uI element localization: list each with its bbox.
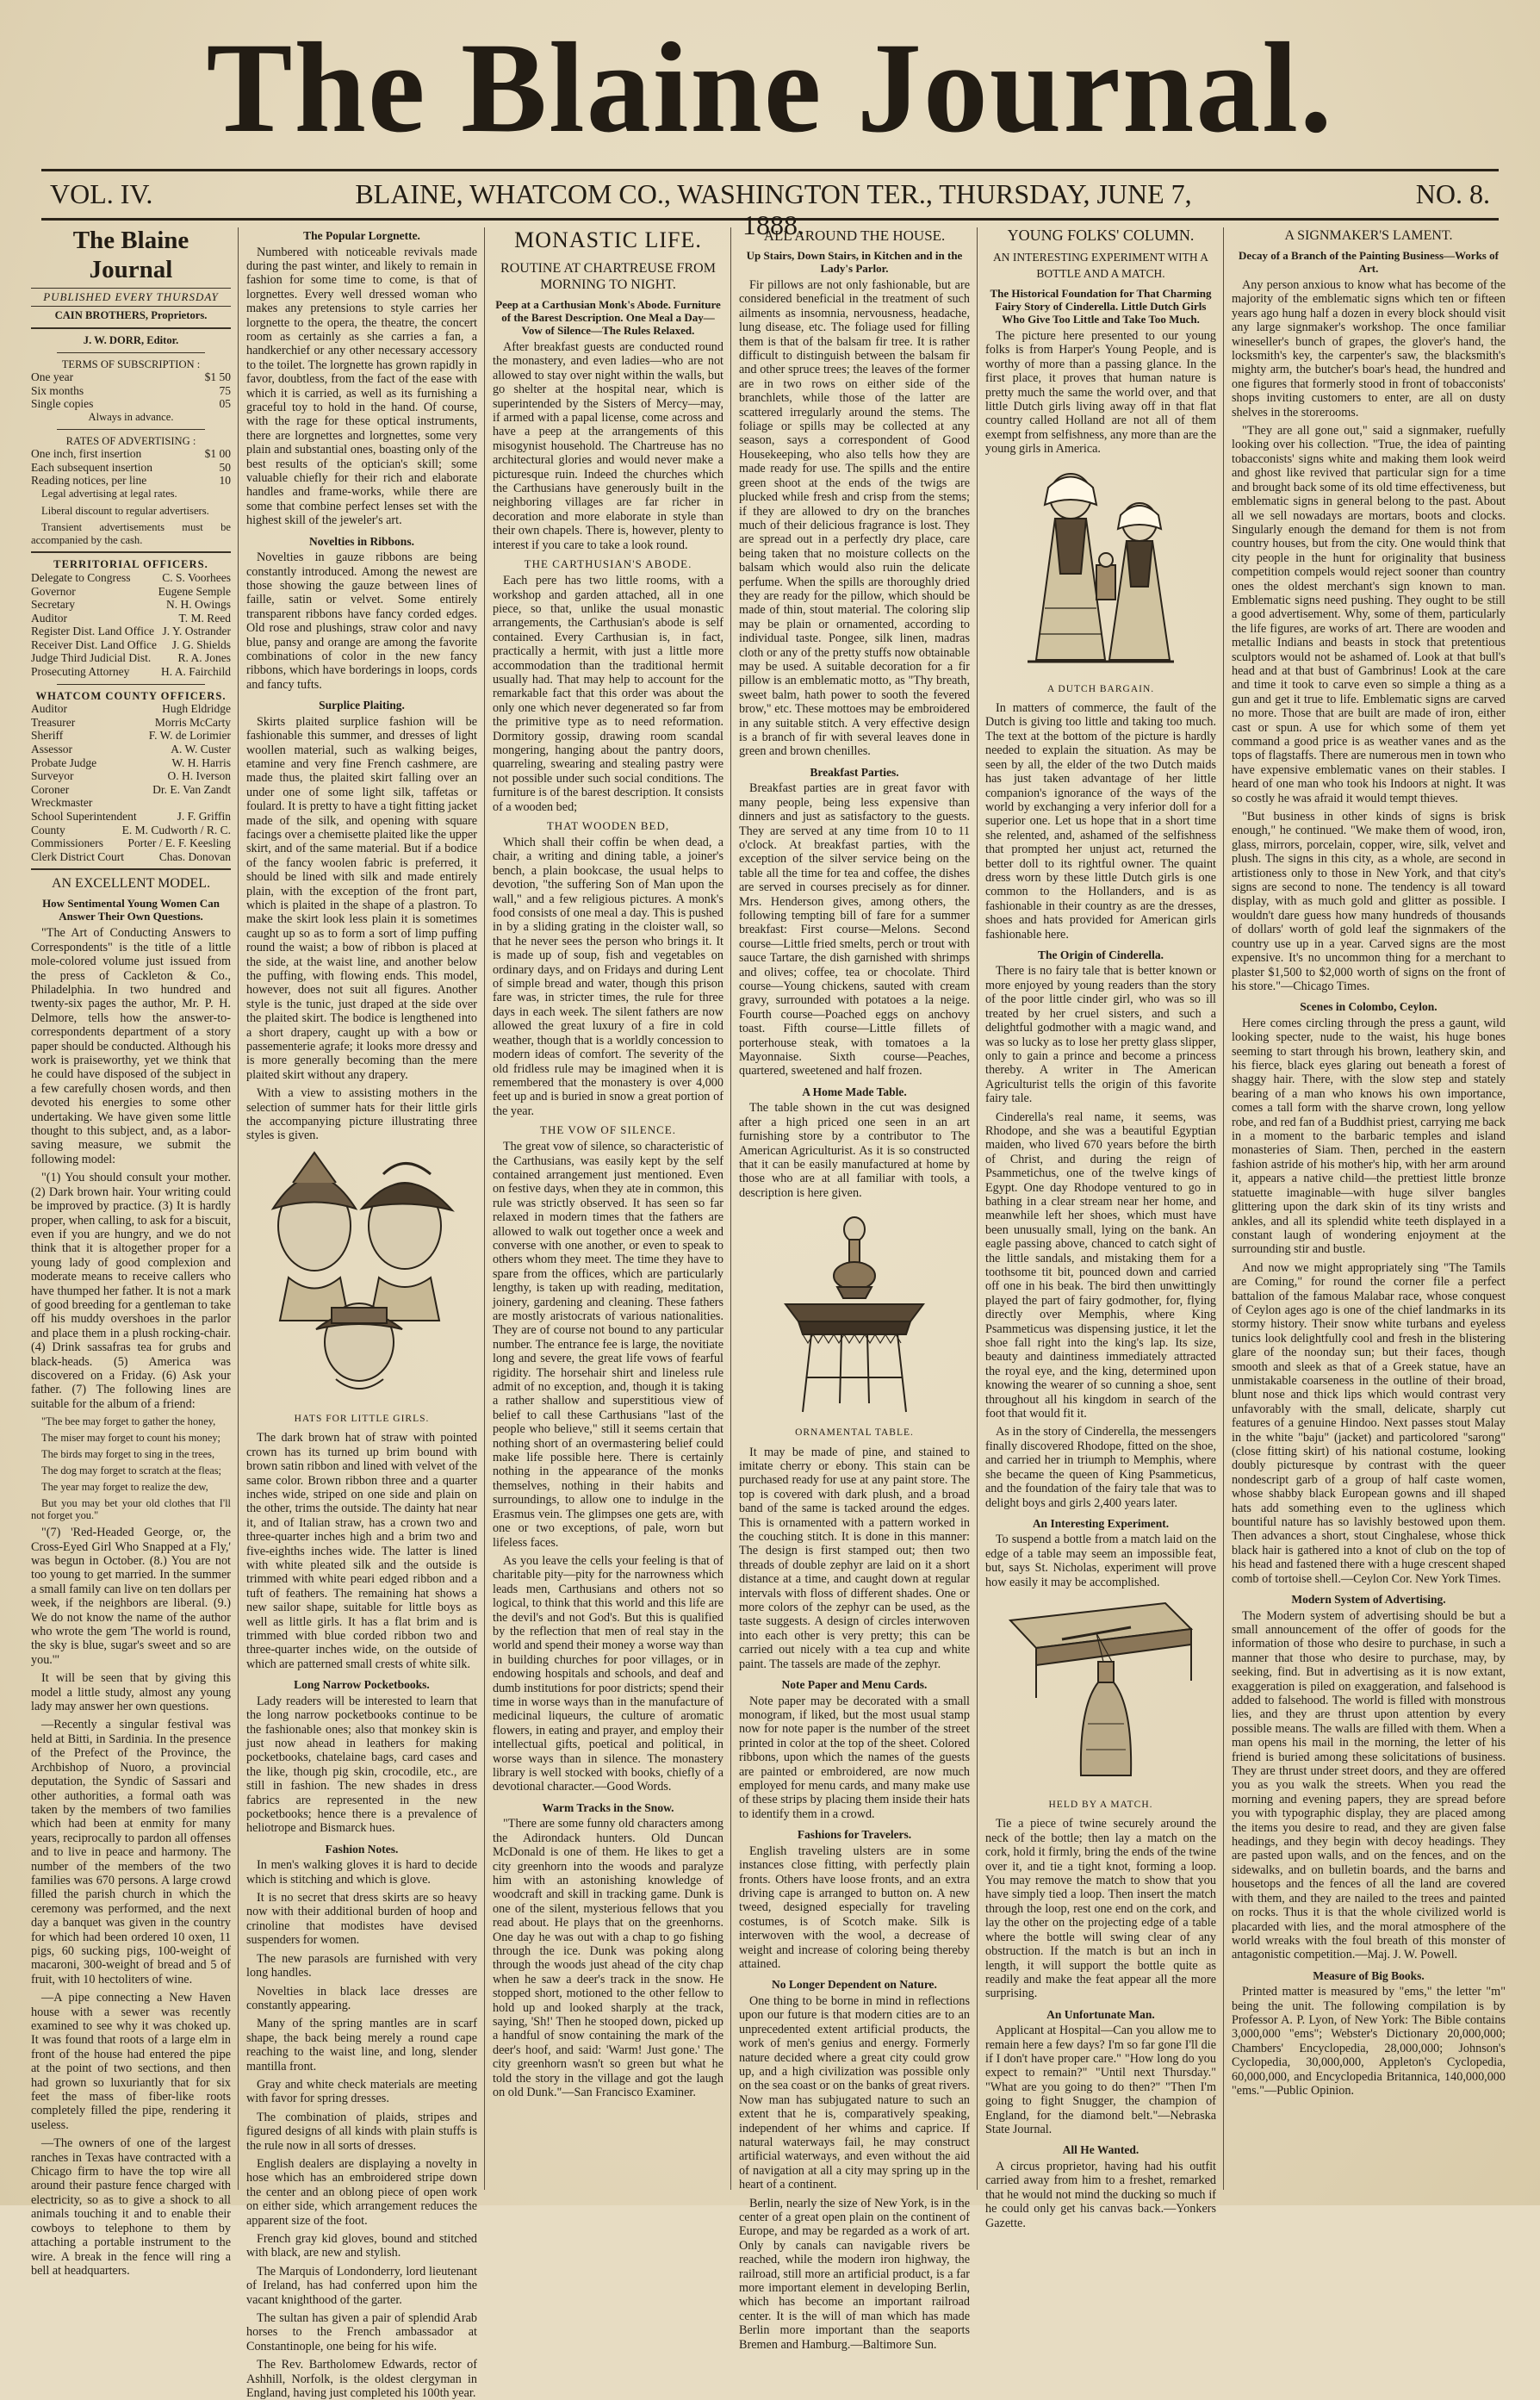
officer-row: [31, 810, 231, 824]
rates-heading: RATES OF ADVERTISING :: [65, 434, 196, 447]
verse-line: The year may forget to realize the dew,: [41, 1481, 208, 1494]
fashion-note: Novelties in black lace dresses are constantly appearing.: [246, 1984, 477, 2012]
officer-row-label: County Commissioners: [31, 823, 104, 850]
article-heading: AN INTERESTING EXPERIMENT WITH A BOTTLE AND A MATCH.: [993, 251, 1208, 280]
section-heading: THAT WOODEN BED,: [546, 819, 670, 832]
officer-row: [31, 824, 231, 850]
fashion-note: The new parasols are furnished with very long handles.: [246, 1951, 477, 1980]
fashion-note: The Rev. Bartholomew Edwards, rector of Ashhill, Norfolk, is the oldest clergyman in England, having just completed his 100th year.: [246, 2358, 477, 2400]
article-heading: AN EXCELLENT MODEL.: [51, 876, 211, 892]
table-illustration: [739, 1205, 970, 1421]
rate-row-label: Each subsequent insertion: [31, 460, 152, 474]
columns-area: [31, 222, 1509, 2400]
officer-row: [31, 756, 231, 770]
figure-caption: A DUTCH BARGAIN.: [1046, 683, 1155, 694]
article-heading: Scenes in Colombo, Ceylon.: [1300, 1000, 1438, 1014]
officer-row: [31, 651, 231, 665]
article-paragraph: One thing to be borne in mind in reflections upon our future is that modern cities are to an unprecedented extent artificial products, the work of men's genius and energy. Formerly nature decided where a great city could grow up, and a high civilization was possible only on the sea coast or on the banks of great rivers. Now man has subjugated nature to such an extent that he is, comparatively speaking, independent of her whims and caprice. If natural waterways fail, he may construct artificial waterways, and even without the aid of navigation at all a city may spring up in the heart of a continent.: [739, 1993, 970, 2192]
officer-row-label: Wreckmaster: [31, 796, 93, 810]
article-paragraph: "The Art of Conducting Answers to Correspondents" is the title of a little mole-colored volume just issued from the press of Cackleton & Co., Philadelphia. In two hundred and twenty-six pages the author, Mr. P. H. Delmore, tells how the answer-to-correspondents department of a story paper should be conducted. Although his work is praiseworthy, yet we think that he could have disposed of the subject in a few carefully chosen words, and then devoted his energies to some other undertaking. We have given some little thought to this subject, and, as a labor-saving measure, we submit the following model:: [31, 926, 231, 1166]
volume-label: VOL. IV.: [50, 178, 153, 209]
subscription-row: [31, 370, 231, 384]
article-paragraph: Each pere has two little rooms, with a workshop and garden attached, all in one piece, so that, unlike the usual monastic arrangements, the Carthusian's abode is self contained. Every Carthusian is, in fact, practically a hermit, with just a little more accommodation than the traditional hermit usually had. That may help to account for the remarkable fact that this order was about the only one which never degenerated so far from the primitive type as to need reformation. Dormitory gossip, drawing room scandal mongering, hanging about the pantry doors, quarreling, swearing and stealing pastry were not possible under such social conditions. The furniture is of the barest description. It consists of a wooden bed;: [493, 574, 723, 814]
fashion-note: French gray kid gloves, bound and stitched with black, are new and stylish.: [246, 2232, 477, 2260]
fashion-note: In men's walking gloves it is hard to decide which is stitching and which is glove.: [246, 1858, 477, 1887]
article-title: MONASTIC LIFE.: [514, 227, 702, 252]
officer-row: [31, 612, 231, 625]
column-4: [739, 222, 970, 2352]
officer-row-value: Morris McCarty: [154, 715, 231, 729]
officer-row-label: Governor: [31, 584, 76, 598]
section-heading: THE CARTHUSIAN'S ABODE.: [524, 557, 692, 571]
officer-row-label: Delegate to Congress: [31, 570, 131, 584]
article-subheading: How Sentimental Young Women Can Answer Their Own Questions.: [42, 897, 220, 923]
hats-illustration: [246, 1148, 477, 1407]
column-rule: [484, 227, 485, 2190]
article-heading: An Unfortunate Man.: [1046, 2007, 1155, 2021]
published-line: PUBLISHED EVERY THURSDAY: [31, 288, 231, 307]
officer-row: [31, 638, 231, 652]
fashion-note: The Marquis of Londonderry, lord lieutenant of Ireland, has had conferred upon him the vacant knighthood of the garter.: [246, 2264, 477, 2307]
officer-row-label: Secretary: [31, 598, 75, 612]
figure-caption: HELD BY A MATCH.: [1048, 1800, 1153, 1811]
article-heading: A Home Made Table.: [802, 1085, 907, 1098]
article-paragraph: Printed matter is measured by "ems," the letter "m" being the unit. The following compilation is by Professor A. P. Lyon, of New York: The Bible contains 3,000,000 "ems"; Webster's Dictionary 20,000,000; Chambers' Encyclopedia, 28,000,000; Johnson's Cyclopedia, 30,000,000, Appleton's Cyclopedia, 60,000,000, and Encyclopedia Britannica, 140,000,000 "ems."—Public Opinion.: [1232, 1985, 1506, 2098]
article-paragraph: Note paper may be decorated with a small monogram, if liked, but the most usual stamp now for note paper is the number of the street printed in color at the top of the sheet. Colored ribbons, upon which the names of the guests are painted or embroidered, are now much employed for menu cards, and many make use of these strips by placing them inside their hats to identify them in a crowd.: [739, 1694, 970, 1821]
article-paragraph: Tie a piece of twine securely around the neck of the bottle; then lay a match on the cork, hold it firmly, bring the ends of the twine over it, and tie a tight knot, forming a loop. You may remove the match to show that you have simply tied a loop. Then insert the match through the loop, rest one end on the cork, and lay the other on the projecting edge of a table where the bottle will swing clear of any obstruction. If the match is but an inch in length, it will support the bottle quite as readily and make the feat appear all the more surprising.: [985, 1817, 1216, 2001]
officer-row: [31, 665, 231, 679]
officer-row-value: A. W. Custer: [171, 743, 231, 756]
officer-row-label: Probate Judge: [31, 755, 97, 769]
county-heading: WHATCOM COUNTY OFFICERS.: [35, 689, 227, 702]
article-title: ALL AROUND THE HOUSE.: [763, 227, 946, 244]
officer-row-label: Auditor: [31, 702, 67, 716]
masthead-title: The Blaine Journal.: [206, 16, 1334, 159]
officer-row-value: R. A. Jones: [177, 651, 231, 665]
article-paragraph: Numbered with noticeable revivals made during the past winter, and likely to remain in fashion for some time to come, is that of lorgnettes. Every well dressed woman who makes any pretensions to style carries her lorgnette to the opera, the theatre, the concert room as certainly as she carries a fan, a handkerchief or any other necessary accessory to the toilet. The lorgnette has grown rapidly in favor, doubtless, from the fact of the ease with which it is carried, as well as its furnishing a graceful toy to hold in the hand. Of course, with the rage for these optical instruments, there are lorgnettes and lorgnettes, some very plain and substantial ones, boasting only of the best results of the optician's skill; some valuable chiefly for their rich and elaborate handles and frame-works, while there are some that combine perfect lenses set with the highest skill of the jeweler's art.: [246, 245, 477, 528]
subscription-row-label: One year: [31, 370, 74, 384]
fashion-note: Many of the spring mantles are in scarf shape, the back being merely a round cape reaching to the waist line, and long, slender mantilla front.: [246, 2017, 477, 2074]
editor-line: J. W. DORR, Editor.: [83, 334, 179, 346]
officer-row-value: J. G. Shields: [171, 637, 231, 651]
fashion-note: The combination of plaids, stripes and figured designs of all kinds with plain stuffs is the rule now in all sorts of dresses.: [246, 2110, 477, 2153]
article-paragraph: Breakfast parties are in great favor with many people, being less expensive than dinners and just as satisfactory to the guests. They are served at any time from 10 to 11 o'clock. At breakfast parties, with the exception of the silver service being on the table all the time for tea and coffee, the dishes are served in courses precisely as for dinner. Mrs. Henderson gives, among others, the following tempting bill of fare for a summer breakfast: First course—Melons. Second course—Little fried smelts, perch or trout with sauce Tartare, the dish garnished with shrimps and olives; coffee, tea or chocolate. Third course—Young chickens, sauted with cream gravy, surrounded with potatoes a la neige. Fourth course—Poached eggs on anchovy toast. Fifth course—Little fillets of porterhouse steak, with tomatoes a la Mayonnaise. Sixth course—Peaches, quartered, sweetened and half frozen.: [739, 781, 970, 1079]
column-rule: [730, 227, 731, 2190]
divider: [57, 352, 205, 353]
article-paragraph: There is no fairy tale that is better known or more enjoyed by young readers than the story of the poor little cinder girl, who was so ill treated by her cruel sisters, and such a delightful godmother with a magic wand, and was so lucky as to lose her pretty glass slipper, only to gain a prince and become a princess thereby. A writer in The American Agriculturist tells the origin of this favorite fairy tale.: [985, 964, 1216, 1106]
rates-note: Legal advertising at legal rates.: [41, 487, 177, 500]
officer-row: [31, 743, 231, 756]
subscription-row-value: 05: [219, 397, 231, 411]
article-heading: Note Paper and Menu Cards.: [781, 1678, 928, 1692]
subscription-row: [31, 397, 231, 411]
article-title: YOUNG FOLKS' COLUMN.: [1007, 227, 1195, 244]
territorial-heading: TERRITORIAL OFFICERS.: [53, 558, 208, 571]
article-paragraph: After breakfast guests are conducted round the monastery, and even ladies—who are not allowed to stay over night within the walls, but go shelter at the hospital near, which is superintended by the Sisters of Mercy—may, if armed with a papal license, come across and have a peep at the arrangements of this misogynist household. The Chartreuse has no architectural glories and would never make a picturesque ruin. Indeed the churches which the Carthusians have generously built in the neighboring villages are far richer in decoration and more elaborate in style than their own chapels. There is, however, plenty to interest if you care to take a look round.: [493, 340, 723, 552]
article-paragraph: As in the story of Cinderella, the messengers finally discovered Rhodope, fitted on the shoe, and carried her in triumph to Memphis, where she became the queen of King Psammeticus, and the foundation of the fairy tale that was to delight boys and girls 2,400 years later.: [985, 1425, 1216, 1510]
ornamental-table-engraving: [764, 1205, 945, 1421]
rate-row-value: $1 00: [204, 447, 231, 461]
article-paragraph: As you leave the cells your feeling is that of charitable pity—pity for the narrowness which leads men, Carthusians and others not so logical, to think that this world and this life are the devil's and not God's. But this is qualified by the reflection that men of real stay in the world and spend their money a worse way than in building churches for poor villages, or in endowing hospitals and schools, and deaf and dumb institutions for poor districts; spend their time in worse ways than in the manufacture of medicinal liqueurs, the culture of aromatic flowers, in eating and prayer, and employ their intellectual gifts, poetical and political, in worse ways than in silence. The monastery library is well stocked with books, chiefly of a devotional character.—Good Words.: [493, 1553, 723, 1794]
verse-line: The dog may forget to scratch at the fleas;: [41, 1464, 221, 1477]
girls-hats-engraving: [254, 1148, 469, 1407]
divider: [31, 327, 231, 329]
article-paragraph: The great vow of silence, so characteristic of the Carthusians, was easily kept by the self contained arrangement just mentioned. Even on festive days, when they ate in common, this rule was strictly observed. It has seen so far relaxed in modern times that the fathers are allowed to walk out together once a week and converse with one another, or even to speak to others whom they meet. The time they have to spare from the offices, which are particularly lengthy, is taken up with reading, meditation, joinery, gardening and cleaning. These fathers are mostly aristocrats of various nationalities. They are of course not bound to any particular number. The entrance fee is large, the novitiate long and severe, the great life vows of fearful rigidity. The horsehair shirt and lineless rule admit of no exception, and, though it is taking a rather shallow and superstitious view of belief to call these Carthusians "last of the people who believe," still it seems certain that nothing short of an overmastering belief could make life possible here. There is certainly nothing in the appearance of the monks themselves, nothing in their habits and surroundings, to allow one to indulge in the Erasmus vein. The glimpses one gets are, with one or two exceptions, of pale, worn but lifeless faces.: [493, 1140, 723, 1550]
officer-row: [31, 598, 231, 612]
subscription-row-value: 75: [219, 383, 231, 397]
article-paragraph: And now we might appropriately sing "The Tamils are Coming," for round the corner file a perfect battalion of the famous Malabar race, whose conquest of Ceylon ages ago is one of the chief landmarks in its stormy history. Their snow white turbans and eyeless tunics look delightfully cool and fresh in the blistering glare of the noonday sun; but their faces, though smooth and sleek as that of a Greek statue, have an unmistakable coarseness in the outline of their broad, blunt nose and thick lips which would contrast very unfavorably with the small, delicate, sharply cut features of a genuine Hindoo. Next passes stout Malay in the white "baju" (jacket) and particolored "sarong" (close fitting skirt) of his national costume, looking doubly picturesque by contrast with the queer nondescript garb of a group of half caste women, whose shabby black European gowns and ill shaped hats add something even to the ugliness which bountiful nature has so lavishly bestowed upon them. Then advances a short, stout Cinghalese, whose thick black hair is gathered into a knot of club on the top of his head and fastened there with a huge crescent shaped comb of tortoise shell.—Ceylon Cor. New York Times.: [1232, 1260, 1506, 1586]
officer-row-label: Judge Third Judicial Dist.: [31, 651, 152, 665]
article-paragraph: Skirts plaited surplice fashion will be fashionable this summer, and dresses of light woollen material, such as walking beiges, etamine and very fine French cashmere, are made thus, the plaited skirt falling over an under one of some light silk, taffetas or foulard. It is pretty to have a tight fitting jacket made of the silk, and opening with square facings over a chemisette plaited like the upper skirt, and of the same material. But if a bodice of the fancy woolen fabric is preferred, it should be lined with silk and made entirely plain, with the exception of the front part, which is plaited in the shape of a plastron. To make the skirt look less plain it is sometimes caught up so as to form a sort of limp puffing round the waist; a bow of ribbon is placed at the side, at the waist line, and another below the puffing, with flowing ends. This model, however, does not suit all figures. Another style is the tunic, just draped at the side over the plaited skirt. The bodice is lengthened into a short drapery, caught up with a bow or passementerie agrafe; it looks more dressy and is more generally becoming than the mere plaited skirt without any drapery.: [246, 714, 477, 1082]
officer-row-value: E. M. Cudworth / R. C. Porter / E. F. Keesling: [121, 823, 231, 850]
article-paragraph: —Recently a singular festival was held at Bitti, in Sardinia. In the presence of the Prefect of the Province, the Archbishop of Nuoro, a provincial deputation, the Syndic of Sassari and other authorities, a formal oath was taken by the members of two families which had been at enmity for many years, reciprocally to pardon all offenses and to live in peace and harmony. The number of the members of the two families was 670 persons. A large crowd filled the parish church in which the ceremony was performed, and the next day a banquet was given in the country for which had been ordered 10 oxen, 11 pigs, 60 sucking pigs, 100-weight of macaroni, 300-weight of bread and 5 of fruit, with 10 hectoliters of wine.: [31, 1718, 231, 1987]
column-5: [985, 222, 1216, 2230]
article-subheading: Decay of a Branch of the Painting Business—Works of Art.: [1239, 249, 1499, 275]
subscription-heading: TERMS OF SUBSCRIPTION :: [61, 358, 201, 370]
article-heading: Surplice Plaiting.: [319, 699, 405, 712]
officer-row-label: Treasurer: [31, 715, 76, 729]
rate-row: [31, 461, 231, 475]
officer-row: [31, 783, 231, 797]
article-paragraph: It may be made of pine, and stained to imitate cherry or ebony. This stain can be purchased ready for use at any paint store. The top is covered with dark plush, and a broad band of the same is tacked around the edges. This is ornamented with a pattern worked in the couching stitch. It is done in this manner: The design is first stamped out; then two threads of double zephyr are laid on it a short distance at a time, and caught down at regular intervals with floss of different shades. One or more colors of the zephyr can be used, as the taste suggests. A design of circles interwoven into each other is very pretty; this can be carried out nicely with a tea cup and white paint. The tassels are made of the zephyr.: [739, 1445, 970, 1671]
officer-row-label: Clerk District Court: [31, 849, 124, 863]
verse-line: "The bee may forget to gather the honey,: [41, 1415, 216, 1428]
article-heading: The Popular Lorgnette.: [303, 229, 420, 242]
dutch-girls-illustration: [985, 462, 1216, 677]
officer-row-label: Prosecuting Attorney: [31, 665, 130, 679]
rate-row-value: 50: [219, 460, 231, 474]
article-paragraph: —The owners of one of the largest ranches in Texas have contracted with a Chicago firm to have the top wire all around their pasture fence charged with electricity, so as to give a shock to all animals touching it and to enable their cowboys to telephone to them by attaching a portable instrument to the wire. A break in the fence will ring a bell at headquarters.: [31, 2136, 231, 2278]
territorial-officers-list: [31, 571, 231, 679]
officer-row-value: Hugh Eldridge: [162, 702, 231, 716]
officer-row-value: N. H. Owings: [165, 598, 231, 612]
officer-row: [31, 585, 231, 599]
divider: [57, 429, 205, 430]
place-date-label: BLAINE, WHATCOM CO., WASHINGTON TER., THURSDAY, JUNE 7, 1888.: [355, 178, 1192, 240]
article-paragraph: Cinderella's real name, it seems, was Rhodope, and she was a beautiful Egyptian maiden, who lived 670 years before the birth of Christ, and during the reign of Psammetichus, one of the twelve kings of Egypt. One day Rhodope ventured to go in bathing in a clear stream near her home, and meanwhile left her shoes, which must have been unusually small, lying on the bank. An eagle passing above, chanced to catch sight of the little sandals, and mistaking them for a toothsome tit bit, pounced down and carried off one in his beak. The bird then unwittingly played the part of fairy godmother, for, flying directly over Memphis, where King Psammeticus was dispensing justice, it let the shoe fall right into the king's lap. Its size, beauty and daintiness immediately attracted the royal eye, and the king, determined upon knowing the wearer of so cunning a shoe, sent throughout all his kingdom in search of the foot that would fit it.: [985, 1110, 1216, 1421]
article-paragraph: Berlin, nearly the size of New York, is in the center of a great open plain on the continent of Europe, and may be regarded as a work of art. Only by canals can navigable rivers be reached, while the modern iron highway, the railroad, still more an artificial product, is a far more important element in developing Berlin, which has become an important railroad center. It is the will of man which has made Berlin more important than the seaports Bremen and Hamburg.—Baltimore Sun.: [739, 2196, 970, 2352]
article-paragraph: —A pipe connecting a New Haven house with a sewer was recently examined to see why it was choked up. It was found that roots of a large elm in front of the house had entered the pipe at the point of two sections, and then had grown so luxuriantly that for six feet the mass of fiber-like roots completely filled the pipe, rendering it useless.: [31, 1991, 231, 2132]
officer-row: [31, 625, 231, 638]
figure-caption: ORNAMENTAL TABLE.: [795, 1427, 914, 1439]
column-rule: [238, 227, 239, 2190]
officer-row: [31, 769, 231, 783]
verse-line: The miser may forget to count his money;: [41, 1432, 220, 1445]
verse-line: The birds may forget to sing in the trees,: [41, 1448, 215, 1461]
fashion-note: English dealers are displaying a novelty in hose which has an embroidered stripe down the center and an oblong piece of open work on either side, which arrangement reduces the apparent size of the foot.: [246, 2156, 477, 2228]
article-paragraph: Lady readers will be interested to learn that the long narrow pocketbooks continue to be the fashionable ones; also that monkey skin is just now ahead in leathers for making pocketbooks, chatelaine bags, card cases and the like, though pig skin, crocodile, etc., are still in fashion. The new shades in dress fabrics are represented in the new pocketbooks; hence there is a prevalence of heliotrope and Bismarck hues.: [246, 1694, 477, 1836]
fashion-note: The sultan has given a pair of splendid Arab horses to the French ambassador at Constantinople, one being for his wife.: [246, 2311, 477, 2353]
article-paragraph: Which shall their coffin be when dead, a chair, a writing and dining table, a joiner's bench, a plain bookcase, the usual helps to devotion, "the suffering Son of Man upon the wall," and a few religious pictures. A monk's food consists of one meal a day. This is pushed in by a sliding grating in the cloister wall, so that he never sees the person who brings it. It is made up of soup, fish and vegetables on ordinary days, and on Fridays and during Lent of simple bread and water, though this prison fare was, in stricter times, the rule for three days in each week. The silent fathers are now allowed the great luxury of a fire in cold weather, though that is a worldly concession to modern ideas of comfort. The severity of the old fridless rule may be imagined when it is remembered that the monastery is over 4,000 feet up and is buried in snow a great portion of the year.: [493, 836, 723, 1118]
issue-number-label: NO. 8.: [1415, 178, 1490, 209]
rate-row-label: One inch, first insertion: [31, 447, 142, 461]
officer-row-label: School Superintendent: [31, 810, 137, 823]
article-paragraph: With a view to assisting mothers in the selection of summer hats for their little girls the accompanying picture illustrating three styles is given.: [246, 1086, 477, 1143]
article-heading: Fashions for Travelers.: [797, 1828, 912, 1842]
officer-row-value: C. S. Voorhees: [162, 570, 231, 584]
dutch-bargain-engraving: [1002, 462, 1200, 677]
article-paragraph: "(1) You should consult your mother. (2) Dark brown hair. Your writing could be improved by practice. (3) It is hardly proper, when calling, to ask for a biscuit, even if you are hungry, and we do not think that it is altogether proper for a young lady of good complexion and moderate means to receive callers who have thumped her father. It is not a mark of good breeding for a gentleman to take off his muddy overshoes in the parlor and place them in a plush rocking-chair. (4) Drink sassafras tea for grubs and black-heads. (5) America was discovered on a Friday. (6) Ask your father. (7) The following lines are suitable for the album of a friend:: [31, 1171, 231, 1411]
article-title: A SIGNMAKER'S LAMENT.: [1284, 228, 1453, 243]
article-paragraph: The table shown in the cut was designed after a high priced one seen in an art furnishing store by a contributor to The American Agriculturist. As it is so constructed that it can be easily manufactured at home by those who are at all familiar with tools, a description is here given.: [739, 1101, 970, 1200]
officer-row: [31, 796, 231, 810]
rates-notes: [31, 488, 231, 546]
article-paragraph: "(7) 'Red-Headed George, or, the Cross-Eyed Girl Who Snapped at a Fly,' was begun in October. (8.) You are not too young to get married. In the summer a small family can live on ten dollars per week, if the neighbors are liberal. (9.) We do not know the name of the author who wrote the gem 'The world is round, the sky is blue, sugar's sweet and so are you.'": [31, 1526, 231, 1667]
officer-row-label: Coroner: [31, 782, 70, 796]
article-heading: Fashion Notes.: [325, 1842, 399, 1856]
subscription-row-label: Single copies: [31, 397, 94, 411]
column-1: [31, 222, 231, 2278]
subscription-note: Always in advance.: [88, 410, 174, 423]
column-rule: [977, 227, 978, 2190]
article-paragraph: In matters of commerce, the fault of the Dutch is giving too little and taking too much. The text at the bottom of the picture is hardly needed to explain the situation. As may be seen by all, the elder of the two Dutch maids has just taken advantage of her little companion's ignorance of the ways of the world by exchanging a very inferior doll for a superior one. Let us hope that in a short time she relented, and, ashamed of the selfishness that prompted her unjust act, returned the better doll to its rightful owner. The quaint dress worn by these little Dutch girls is one common to the Hollanders, and is as fashionable in their country as are the dresses, shoes and hats provided for American girls fashionable here.: [985, 701, 1216, 942]
article-heading: Long Narrow Pocketbooks.: [294, 1678, 430, 1692]
article-paragraph: "There are some funny old characters among the Adirondack hunters. Old Duncan McDonald is one of them. He likes to get a city greenhorn into the woods and paralyze him with an astonishing knowledge of woodcraft and skill in tracking game. Dunk is one of the silent, mysterious fellows that you read about. He plays that on the greenhorns. One day he was out with a chap to go fishing through the ice. Dunk was poking along through the woods just ahead of the city chap when he saw a deer's track in the snow. He stopped short, motioned to the other fellow to hold up and looked sharply at the track, saying, 'Sh!' Then he stooped down, picked up a handful of snow containing the mark of the deer's hoof, and said: 'Warm! Just gone.' The city greenhorn wasn't so green but what he told the story in the village and got the laugh on old Dunk."—San Francisco Examiner.: [493, 1817, 723, 2100]
article-paragraph: The Modern system of advertising should be but a small announcement of the offer of goods for the information of those who desire to purchase, in such a manner that those who desire to purchase, may, by seeking, find. But in advertising as it is now extant, exaggeration is piled on exaggeration, and falsehood is added to falsehood. The world is filled with monstrous lies, and they are thrust upon attention by every possible means. The walls are filled with them. When a man opens his mail in the morning, the letter of his friend is buried among these solicitations of business. They are thrust under street doors, and they are offered you as you walk the streets. When you read the morning and evening papers, they are spread before you with typographic display, they are placed among the items you desire to read, and they are given false headings, and they begin with decoy headings. They are pasted upon walls, and on the fences, and on the sidewalks, and on bulletin boards, and the barns and housetops and the fences of all the land are covered with them, and they are nailed to the trees and painted on rocks. Thus it is that the whole civilized world is placarded with lies, and the moral atmosphere of the world wreaks with the foul breath of this monster of antagonistic competition.—Maj. J. W. Powell.: [1232, 1608, 1506, 1962]
officer-row-value: F. W. de Lorimier: [148, 729, 231, 743]
officer-row: [31, 729, 231, 743]
section-heading: THE VOW OF SILENCE.: [540, 1123, 676, 1137]
bottle-match-engraving: [1002, 1595, 1200, 1793]
officer-row: [31, 716, 231, 730]
bottle-illustration: [985, 1595, 1216, 1793]
subscription-row-label: Six months: [31, 383, 84, 397]
article-heading: An Interesting Experiment.: [1032, 1516, 1170, 1530]
divider: [57, 684, 205, 685]
officer-row: [31, 571, 231, 585]
column-rule: [1223, 227, 1224, 2190]
article-paragraph: The dark brown hat of straw with pointed crown has its turned up brim bound with brown satin ribbon and lined with velvet of the same color. Brown ribbon three and a quarter inches wide, striped on one side and plain on the other, trims the outside. The dainty hat near it, and of Italian straw, has a crown two and three-quarter inches high and a brim two and five-eighths inches wide. The latter is lined with white pleated silk and the outside is trimmed with white peari edged ribbon and a tuft of feathers. The remaining hat shows a new sailor shape, suitable for little boys as well as little girls. It has a flat brim and is trimmed with blue corded ribbon two and three-quarter inches wide, on the outside of which are patterned small crests of white silk.: [246, 1431, 477, 1671]
article-heading: The Origin of Cinderella.: [1037, 948, 1164, 961]
fashion-note: Gray and white check materials are meeting with favor for spring dresses.: [246, 2077, 477, 2106]
divider: [31, 551, 231, 553]
rate-row-label: Reading notices, per line: [31, 474, 147, 488]
article-heading: Warm Tracks in the Snow.: [542, 1800, 674, 1814]
article-paragraph: Novelties in gauze ribbons are being constantly introduced. Among the newest are those showing the gauze between lines of faille, satin or velvet. Some entirely transparent ribbons have fancy corded edges. Old rose and plushings, straw color and navy blue, pansy and orange are among the favorite combinations of color in the new fancy ribbons, which have borderings in loops, cords and fancy tufts.: [246, 550, 477, 692]
subscription-row-value: $1 50: [204, 370, 231, 384]
officer-row-label: Register Dist. Land Office: [31, 625, 154, 638]
column-3: [493, 222, 723, 2195]
officer-row-value: H. A. Fairchild: [161, 665, 231, 679]
article-subheading: Peep at a Carthusian Monk's Abode. Furniture of the Barest Description. One Meal a Day—Vow of Silence—The Rules Relaxed.: [495, 298, 721, 337]
article-paragraph: Fir pillows are not only fashionable, but are considered beneficial in the treatment of such ailments as insomnia, nervousness, headache, lung disease, etc. The foliage used for filling them is that of the balsam fir tree. It is rather difficult to distinguish between the balsam fir and other spruce trees; the leaves of the former are in two rows on either side of the branchlets, while those of the latter are scattered irregularly around the stems. The foliage or spills may be collected at any season, says a correspondent of Good Housekeeping, who also tells how they are made ready for use. The spills and the entire green shoot at the ends of the twigs are plucked while fresh and crisp from the stems; if they are allowed to dry on the branches much of their delicious fragrance is lost. They are spread out in a perfectly dry place, care being taken that no moisture collects on the balsam which would also ruin the delicate perfume. When the spills are thoroughly dried they are ready for the pillow, which should be made of thin, stout material. The coloring slip may be plain or ornamented, according to individual taste. Pongee, silk linen, madras cloth or any of the pretty stuffs now obtainable may be used. A suitable decoration for a fir pillow is an emblematic motto, as "Thy breath, sweet balm, hath power to sooth the fevered brow," etc. These mottoes may be embroidered in any suitable stitch. A very effective design is a branch of fir with several leaves done in green and brown chenilles.: [739, 278, 970, 759]
verse-line: But you may bet your old clothes that I'll not forget you.": [31, 1497, 231, 1522]
subscription-row: [31, 384, 231, 398]
article-subheading: Up Stairs, Down Stairs, in Kitchen and in the Lady's Parlor.: [746, 249, 963, 275]
article-heading: Novelties in Ribbons.: [309, 534, 414, 548]
article-paragraph: "They are all gone out," said a signmaker, ruefully looking over his collection. "True, the idea of painting tobacconists' signs white and making them look weird and ghost like revived that particular sign for a time and brought back some of its old time effectiveness, but emblematic signs in general belong to the past. About all we sell nowadays are mortars, boots and clocks. Singularly enough the demand for them is not from country houses, but from the city. One would think that city people in the hunt for originality that business competition compels would reject sooner than country ones the oldest merchant's sign known to man. Emblematic signs need pushing. They ought to be still a good advertisement. Why, some of them, particularly the life figures, are works of art. There are wooden and metallic Indians and beasts in stock that pretentious sculptors would not be ashamed of. Look at that bull's head and at that bust of Gambrinus! Look at the care and time it took to carve even so simple a thing as a gun and get it true to life. Emblematic signs are carved no more. Those that are built are made of iron, either cast or spun. A use for which some of them yet command a good price is as weather vanes and as the tops of flagstaffs. There are numerous men in town who have expensive emblematic vanes on their stables. I heard of one man who took his Indoors at night. It was so costly he was afraid it would tempt thieves.: [1232, 424, 1506, 805]
officer-row: [31, 702, 231, 716]
officer-row-value: Eugene Semple: [158, 584, 231, 598]
article-paragraph: A circus proprietor, having had his outfit carried away from him to a freshet, remarked that he would not mind the ducking so much if he could only get his canvas back.—Yonkers Gazette.: [985, 2159, 1216, 2230]
officer-row-value: W. H. Harris: [171, 755, 231, 769]
county-officers-list: [31, 702, 231, 863]
rate-row: [31, 447, 231, 461]
subscription-list: [31, 370, 231, 411]
album-verse: [31, 1415, 231, 1521]
officer-row-label: Auditor: [31, 611, 67, 625]
article-heading: Breakfast Parties.: [810, 765, 899, 779]
rates-list: [31, 447, 231, 488]
rates-note: Liberal discount to regular advertisers.: [41, 504, 209, 517]
article-subheading: The Historical Foundation for That Charming Fairy Story of Cinderella. Little Dutch Girls Who Give Too Little and Take Too Much.: [990, 287, 1212, 326]
article-heading: Measure of Big Books.: [1313, 1968, 1425, 1982]
rate-row: [31, 474, 231, 488]
article-paragraph: The picture here presented to our young folks is from Harper's Young People, and is worthy of more than a passing glance. In the first place, it proves that human nature is pretty much the same the world over, and that little Dutch girls living away off in that flat country called Holland are not all of them exempt from selfishness, any more than are the young girls in America.: [985, 329, 1216, 457]
paper-name: The Blaine Journal: [72, 227, 189, 283]
article-paragraph: "But business in other kinds of signs is brisk enough," he continued. "We make them of wood, iron, glass, mirrors, porcelain, copper, wire, silk, velvet and plush. The signs in this city, as a whole, are second in artistioness only to those in New York, and that city's signs are second to none. The tendency is all toward display, with as much gold and glitter as possible. I wouldn't dare guess how many hundreds of thousands of dollars' worth of gold leaf the signmakers of the country use up in a year. Carved signs are the most expensive. It's no uncommon thing for a merchant to plaster $1,500 to $2,000 worth of signs on the front of his store."—Chicago Times.: [1232, 810, 1506, 993]
article-paragraph: English traveling ulsters are in some instances close fitting, with perfectly plain fronts. Others have loose fronts, and an extra driving cape is arranged to button on. A new tweed, designed especially for traveling costumes, is of Scotch make. Silk is interwoven with the wool, a decrease of weight and increase of coloring being thereby attained.: [739, 1844, 970, 1971]
article-paragraph: To suspend a bottle from a match laid on the edge of a table may seem an impossible feat, but, says St. Nicholas, experiment will prove how easily it may be accomplished.: [985, 1533, 1216, 1589]
rate-row-value: 10: [219, 474, 231, 488]
officer-row-label: Sheriff: [31, 729, 64, 743]
article-paragraph: Applicant at Hospital—Can you allow me to remain here a few days? I'm so far gone I'll die if I don't have proper care." "How long do you expect to remain?" "Until next Thursday." "What are you going to do then?" "Then I'm going to fight Snugger, the champion of England, for the diamond belt."—Nebraska State Journal.: [985, 2024, 1216, 2137]
article-paragraph: Here comes circling through the press a gaunt, wild looking specter, nude to the waist, his huge bones seeming to start through his brown, leathery skin, and his fierce, black eyes glaring out beneath a forest of shaggy hair. There, with the slow step and stately bearing of a man who knows his own importance, comes a tall form with the sharve crown, long yellow robe, and red fan of a Buddhist priest, carrying me back in a moment to the barbaric temples and island monasteries of Siam. Then, perched in the eastern fashion astride of his mother's hip, with her arm around it, appears a native child—the prettiest little bronze statuette imaginable—with huge silver bangles glittering upon the dark skin of its tiny wrists and ankles, and all its splendid white teeth displayed in a constant laugh of wondering enjoyment at the surrounding stir and bustle.: [1232, 1016, 1506, 1257]
article-paragraph: Any person anxious to know what has become of the majority of the emblematic signs which ten or fifteen years ago hung half a dozen in every block should visit any large signmaker's workshop. The once familiar wineseller's bunch of grapes, the glover's hand, the locksmith's key, the carpenter's saw, the blacksmith's mighty arm, the butcher's boar's head, the hundred and one figures that formerly stood in front of tobacconists' shops inviting customers to enter, are all on dusty shelves in the storerooms.: [1232, 278, 1506, 420]
article-heading: All He Wanted.: [1062, 2143, 1139, 2157]
officer-row-label: Receiver Dist. Land Office: [31, 637, 157, 651]
figure-caption: HATS FOR LITTLE GIRLS.: [294, 1413, 430, 1424]
officer-row-label: Surveyor: [31, 769, 74, 783]
officer-row-label: Assessor: [31, 743, 73, 756]
officer-row-value: O. H. Iverson: [167, 769, 231, 783]
officer-row: [31, 850, 231, 864]
officer-row-value: J. Y. Ostrander: [162, 625, 231, 638]
column-2: [246, 222, 477, 2400]
officer-row-value: J. F. Griffin: [177, 810, 231, 823]
article-heading: Modern System of Advertising.: [1291, 1593, 1446, 1607]
rates-note: Transient advertisements must be accompanied by the cash.: [31, 521, 231, 546]
officer-row-value: Dr. E. Van Zandt: [152, 782, 231, 796]
column-6: [1232, 222, 1506, 2195]
divider: [31, 868, 231, 870]
article-paragraph: It will be seen that by giving this model a little study, almost any young lady may answer her own questions.: [31, 1671, 231, 1714]
proprietors-line: CAIN BROTHERS, Proprietors.: [54, 309, 208, 322]
fashion-note: It is no secret that dress skirts are so heavy now with their additional burden of hoop and crinoline that modistes have devised suspenders for women.: [246, 1891, 477, 1948]
article-heading: No Longer Dependent on Nature.: [772, 1978, 937, 1992]
officer-row-value: T. M. Reed: [178, 611, 231, 625]
article-heading: ROUTINE AT CHARTREUSE FROM MORNING TO NIGHT.: [500, 261, 716, 292]
fashion-notes-list: [246, 1858, 477, 2400]
officer-row-value: Chas. Donovan: [158, 849, 231, 863]
